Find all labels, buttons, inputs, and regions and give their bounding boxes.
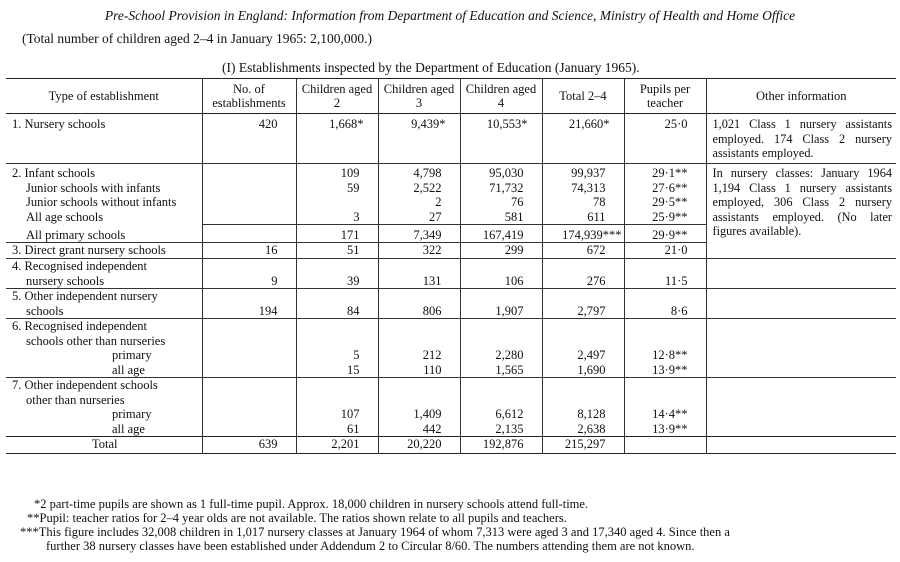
- cell-ppt: 13·9**: [652, 362, 688, 377]
- cell-total: 2,497: [577, 348, 606, 362]
- empty-cell: [706, 437, 896, 454]
- cell-aged-3: 110: [423, 362, 442, 377]
- cell-aged-3: 442: [422, 421, 442, 436]
- cell-aged-4: 2,280: [495, 348, 524, 362]
- footnote-3: ***This figure includes 32,008 children in 1,017 nursery classes at January 1964 of whom 7,313 were aged 3 and 17,340 aged 4. Since then a: [20, 525, 730, 539]
- footnote-3-cont: further 38 nursery classes have been established under Addendum 2 to Circular 8/60. The numbers attending them are not known.: [46, 539, 695, 553]
- cell-aged-4: 76: [460, 195, 542, 210]
- cell-aged-3: 7,349: [378, 225, 460, 243]
- cell-ppt: 29·9**: [624, 225, 706, 243]
- cell-aged-4: 6,612: [495, 407, 524, 421]
- cell-aged-3: 131: [378, 259, 460, 289]
- cell-total-group: [542, 378, 624, 437]
- header-row: [6, 79, 896, 114]
- document-subtitle: (Total number of children aged 2–4 in January 1965: 2,100,000.): [22, 31, 372, 46]
- footnote-2: **Pupil: teacher ratios for 2–4 year olds are not available. The ratios shown relate to all pupils and teachers.: [27, 511, 567, 525]
- cell-ppt: 29·5**: [624, 195, 706, 210]
- cell-ppt: 14·4**: [652, 407, 688, 421]
- cell-establishments: 16: [202, 243, 296, 259]
- cell-aged-3: 806: [378, 289, 460, 319]
- row-label-cell: [6, 319, 202, 378]
- empty-cell: [624, 437, 706, 454]
- cell-other-info: 1,021 Class 1 nursery assistants employed. 174 Class 2 nursery assistants employed.: [706, 114, 896, 164]
- empty-cell: [706, 289, 896, 319]
- row-label-cell: [6, 210, 202, 225]
- table-row: [6, 114, 896, 164]
- row-label-cont: nursery schools: [26, 273, 105, 288]
- cell-aged-4: 1,565: [495, 362, 524, 377]
- cell-aged-2: 109: [296, 164, 378, 181]
- header-establishments: No. of establishments: [202, 79, 296, 114]
- row-label: 6. Recognised independent: [12, 319, 148, 333]
- cell-establishments: 639: [202, 437, 296, 454]
- cell-total: 74,313: [542, 181, 624, 196]
- table-caption: (I) Establishments inspected by the Department of Education (January 1965).: [222, 60, 640, 75]
- cell-aged-3: 9,439*: [378, 114, 460, 164]
- cell-aged-3-group: [378, 319, 460, 378]
- cell-aged-2: 39: [296, 259, 378, 289]
- row-label: Total: [91, 437, 118, 451]
- cell-aged-2: 2,201: [296, 437, 378, 454]
- header-aged-4: Children aged 4: [460, 79, 542, 114]
- footnote-1: *2 part-time pupils are shown as 1 full-time pupil. Approx. 18,000 children in nursery schools attend full-time.: [34, 497, 589, 511]
- cell-ppt: 25·9**: [624, 210, 706, 225]
- empty-cell: [202, 195, 296, 210]
- table-row: [6, 243, 896, 259]
- cell-ppt: 8·6: [624, 289, 706, 319]
- cell-aged-4-group: [460, 378, 542, 437]
- cell-aged-2: 3: [296, 210, 378, 225]
- header-aged-2: Children aged 2: [296, 79, 378, 114]
- cell-aged-4: 192,876: [460, 437, 542, 454]
- cell-ppt: 29·1**: [624, 164, 706, 181]
- cell-aged-3-group: [378, 378, 460, 437]
- cell-aged-4: 71,732: [460, 181, 542, 196]
- header-other-info: Other information: [706, 79, 896, 114]
- cell-other-info: In nursery classes: January 1964 1,194 Class 1 nursery assistants employed, 306 Class 2 nursery assistants employed. (No later figures available).: [706, 164, 896, 243]
- document-title: Pre-School Provision in England: Information from Department of Education and Science, Ministry of Health and Home Office: [104, 8, 796, 23]
- cell-aged-3: 1,409: [413, 407, 442, 421]
- cell-aged-2: 5: [353, 348, 360, 362]
- empty-cell: [706, 319, 896, 378]
- cell-total: 215,297: [542, 437, 624, 454]
- empty-cell: [202, 225, 296, 243]
- cell-aged-2: 84: [296, 289, 378, 319]
- empty-cell: [706, 378, 896, 437]
- empty-cell: [706, 243, 896, 259]
- provision-table: [6, 78, 896, 454]
- row-label: 3. Direct grant nursery schools: [6, 243, 202, 259]
- cell-aged-3: 2,522: [378, 181, 460, 196]
- cell-ppt: 12·8**: [652, 348, 688, 362]
- empty-cell: [202, 378, 296, 437]
- row-label-cont: schools: [26, 303, 64, 318]
- row-label: All primary schools: [26, 227, 126, 242]
- cell-total: 276: [542, 259, 624, 289]
- row-label-cell: [6, 225, 202, 243]
- cell-aged-2: 61: [347, 421, 360, 436]
- row-label-cell: [6, 289, 202, 319]
- table-row: [6, 319, 896, 378]
- cell-aged-3: 27: [378, 210, 460, 225]
- cell-aged-3: 322: [378, 243, 460, 259]
- cell-establishments: 194: [202, 289, 296, 319]
- cell-ppt-group: [624, 378, 706, 437]
- cell-ppt: 21·0: [624, 243, 706, 259]
- cell-ppt-group: [624, 319, 706, 378]
- empty-cell: [202, 319, 296, 378]
- header-type: Type of establishment: [6, 79, 202, 114]
- row-label: 4. Recognised independent: [12, 259, 148, 273]
- cell-ppt: 27·6**: [624, 181, 706, 196]
- cell-ppt: 25·0: [624, 114, 706, 164]
- cell-establishments: 420: [202, 114, 296, 164]
- cell-aged-3: 2: [378, 195, 460, 210]
- empty-cell: [202, 164, 296, 181]
- cell-aged-2-group: [296, 378, 378, 437]
- row-label-cont: schools other than nurseries: [26, 333, 166, 348]
- cell-aged-3: 212: [422, 348, 442, 362]
- row-label: 1. Nursery schools: [6, 114, 202, 164]
- row-label-cont: other than nurseries: [26, 392, 125, 407]
- cell-aged-4: 1,907: [460, 289, 542, 319]
- cell-aged-4: 581: [460, 210, 542, 225]
- row-label-cell: [6, 378, 202, 437]
- cell-ppt: 13·9**: [652, 421, 688, 436]
- row-sublabel-all-age: all age: [112, 421, 145, 436]
- cell-aged-4: 167,419: [460, 225, 542, 243]
- cell-aged-2: 1,668*: [296, 114, 378, 164]
- cell-aged-4: 2,135: [495, 421, 524, 436]
- cell-total: 174,939***: [542, 225, 624, 243]
- cell-aged-4: 106: [460, 259, 542, 289]
- empty-cell: [202, 210, 296, 225]
- header-pupils-per-teacher: Pupils per teacher: [624, 79, 706, 114]
- cell-total-group: [542, 319, 624, 378]
- cell-aged-2: 59: [296, 181, 378, 196]
- cell-ppt: 11·5: [624, 259, 706, 289]
- cell-establishments: 9: [202, 259, 296, 289]
- row-label-cell: [6, 437, 202, 454]
- empty-cell: [706, 259, 896, 289]
- row-sublabel-all-age: all age: [112, 362, 145, 377]
- cell-total: 8,128: [577, 407, 606, 421]
- cell-total: 2,797: [542, 289, 624, 319]
- cell-aged-2-group: [296, 319, 378, 378]
- total-row: [6, 437, 896, 454]
- cell-aged-3: 4,798: [378, 164, 460, 181]
- table-row: [6, 164, 896, 181]
- cell-total: 78: [542, 195, 624, 210]
- row-sublabel-primary: primary: [112, 407, 152, 421]
- cell-aged-4: 10,553*: [460, 114, 542, 164]
- row-label-cell: [6, 259, 202, 289]
- row-label: All age schools: [26, 209, 104, 224]
- cell-aged-2: 107: [340, 407, 360, 421]
- cell-total: 611: [542, 210, 624, 225]
- header-total: Total 2–4: [542, 79, 624, 114]
- cell-aged-2: 171: [296, 225, 378, 243]
- empty-cell: [202, 181, 296, 196]
- cell-aged-3: 20,220: [378, 437, 460, 454]
- table-row: [6, 289, 896, 319]
- row-label: 5. Other independent nursery: [12, 289, 158, 303]
- cell-aged-2: 15: [347, 362, 360, 377]
- cell-total: 672: [542, 243, 624, 259]
- empty-cell: [296, 195, 378, 210]
- header-aged-3: Children aged 3: [378, 79, 460, 114]
- row-sublabel-primary: primary: [112, 348, 152, 362]
- row-label: 2. Infant schools: [12, 166, 95, 180]
- cell-total: 21,660*: [542, 114, 624, 164]
- cell-total: 2,638: [577, 421, 606, 436]
- cell-total: 1,690: [577, 362, 606, 377]
- row-label: Junior schools without infants: [26, 195, 177, 209]
- row-label: 7. Other independent schools: [12, 378, 158, 392]
- row-label-cell: [6, 181, 202, 196]
- table-row: [6, 259, 896, 289]
- row-label: Junior schools with infants: [26, 180, 161, 195]
- cell-aged-4-group: [460, 319, 542, 378]
- row-label-cell: [6, 195, 202, 210]
- table-row: [6, 378, 896, 437]
- cell-aged-4: 95,030: [460, 164, 542, 181]
- cell-aged-4: 299: [460, 243, 542, 259]
- cell-aged-2: 51: [296, 243, 378, 259]
- cell-total: 99,937: [542, 164, 624, 181]
